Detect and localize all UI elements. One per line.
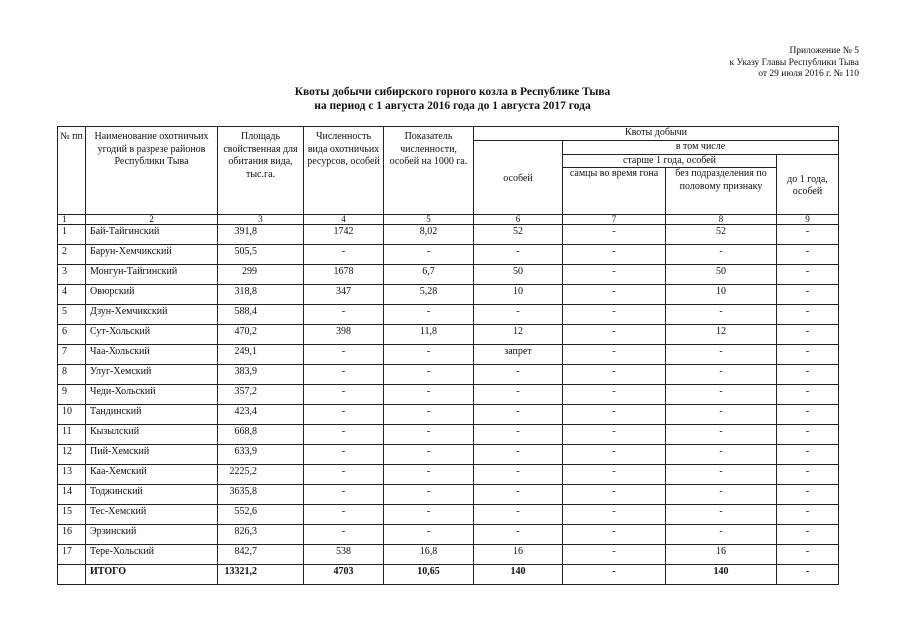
- area-value: 391,8: [218, 225, 304, 245]
- quota-value: -: [474, 305, 563, 325]
- quota-value: 12: [474, 325, 563, 345]
- table-row: [58, 345, 839, 365]
- table-row: [58, 225, 839, 245]
- total-males: -: [563, 565, 666, 585]
- young-quota-value: -: [777, 425, 839, 445]
- no-sex-quota-value: 50: [666, 265, 777, 285]
- density-value: -: [384, 445, 474, 465]
- no-sex-quota-value: -: [666, 305, 777, 325]
- district-name: Дзун-Хемчикский: [86, 305, 218, 325]
- population-value: -: [304, 305, 384, 325]
- quota-value: -: [474, 245, 563, 265]
- no-sex-quota-value: -: [666, 425, 777, 445]
- males-quota-value: -: [563, 525, 666, 545]
- quota-value: -: [474, 385, 563, 405]
- area-value: 423,4: [218, 405, 304, 425]
- population-value: 1742: [304, 225, 384, 245]
- quota-value: -: [474, 445, 563, 465]
- header-density: Показатель численности, особей на 1000 га.: [384, 127, 474, 215]
- area-value: 299: [218, 265, 304, 285]
- table-row: [58, 445, 839, 465]
- total-label: ИТОГО: [86, 565, 218, 585]
- young-quota-value: -: [777, 265, 839, 285]
- table-row: [58, 285, 839, 305]
- density-value: -: [384, 305, 474, 325]
- row-num: 9: [58, 385, 86, 405]
- area-value: 552,6: [218, 505, 304, 525]
- quota-value: -: [474, 505, 563, 525]
- young-quota-value: -: [777, 485, 839, 505]
- no-sex-quota-value: -: [666, 245, 777, 265]
- young-quota-value: -: [777, 245, 839, 265]
- appendix-note: [729, 46, 859, 81]
- males-quota-value: -: [563, 465, 666, 485]
- density-value: 5,28: [384, 285, 474, 305]
- population-value: -: [304, 465, 384, 485]
- quota-value: -: [474, 365, 563, 385]
- young-quota-value: -: [777, 345, 839, 365]
- males-quota-value: -: [563, 385, 666, 405]
- title-line: Квоты добычи сибирского горного козла в Республике Тыва: [294, 86, 611, 98]
- header-no-sex: без подразделения по половому признаку: [666, 168, 777, 215]
- no-sex-quota-value: -: [666, 485, 777, 505]
- young-quota-value: -: [777, 385, 839, 405]
- population-value: 538: [304, 545, 384, 565]
- district-name: Улуг-Хемский: [86, 365, 218, 385]
- density-value: 16,8: [384, 545, 474, 565]
- column-number: 8: [666, 215, 777, 225]
- quota-value: -: [474, 485, 563, 505]
- district-name: Кызылский: [86, 425, 218, 445]
- males-quota-value: -: [563, 305, 666, 325]
- header-quota-total: особей: [474, 141, 563, 215]
- population-value: -: [304, 365, 384, 385]
- males-quota-value: -: [563, 245, 666, 265]
- row-num: 15: [58, 505, 86, 525]
- area-value: 505,5: [218, 245, 304, 265]
- quota-value: -: [474, 465, 563, 485]
- district-name: Монгун-Тайгинский: [86, 265, 218, 285]
- row-num: 13: [58, 465, 86, 485]
- area-value: 633,9: [218, 445, 304, 465]
- total-population: 4703: [304, 565, 384, 585]
- header-young: до 1 года, особей: [777, 154, 839, 215]
- population-value: -: [304, 485, 384, 505]
- density-value: -: [384, 425, 474, 445]
- density-value: -: [384, 405, 474, 425]
- table-row: [58, 465, 839, 485]
- density-value: -: [384, 525, 474, 545]
- males-quota-value: -: [563, 265, 666, 285]
- no-sex-quota-value: 12: [666, 325, 777, 345]
- header-quotas: Квоты добычи: [474, 127, 839, 141]
- row-num: 8: [58, 365, 86, 385]
- population-value: 347: [304, 285, 384, 305]
- males-quota-value: -: [563, 425, 666, 445]
- column-number: 2: [86, 215, 218, 225]
- row-num: 3: [58, 265, 86, 285]
- males-quota-value: -: [563, 365, 666, 385]
- quota-value: -: [474, 405, 563, 425]
- young-quota-value: -: [777, 445, 839, 465]
- district-name: Овюрский: [86, 285, 218, 305]
- column-number: 1: [58, 215, 86, 225]
- quota-value: -: [474, 425, 563, 445]
- header-older: старше 1 года, особей: [563, 154, 777, 168]
- total-density: 10,65: [384, 565, 474, 585]
- density-value: 6,7: [384, 265, 474, 285]
- total-area: 13321,2: [218, 565, 304, 585]
- district-name: Чеди-Хольский: [86, 385, 218, 405]
- table-row: [58, 425, 839, 445]
- young-quota-value: -: [777, 365, 839, 385]
- row-num: 6: [58, 325, 86, 345]
- population-value: 398: [304, 325, 384, 345]
- header-name: Наименование охотничьих угодий в разрезе районов Республики Тыва: [86, 127, 218, 215]
- density-value: -: [384, 465, 474, 485]
- table-row: [58, 245, 839, 265]
- males-quota-value: -: [563, 505, 666, 525]
- appendix-line: Приложение № 5: [789, 46, 859, 56]
- row-num: 14: [58, 485, 86, 505]
- table-row: [58, 305, 839, 325]
- density-value: -: [384, 485, 474, 505]
- column-number: 4: [304, 215, 384, 225]
- area-value: 383,9: [218, 365, 304, 385]
- no-sex-quota-value: -: [666, 345, 777, 365]
- males-quota-value: -: [563, 285, 666, 305]
- row-num: 16: [58, 525, 86, 545]
- density-value: 11,8: [384, 325, 474, 345]
- area-value: 3635,8: [218, 485, 304, 505]
- table-row: [58, 385, 839, 405]
- row-num: 11: [58, 425, 86, 445]
- header-area: Площадь свойственная для обитания вида, тыс.га.: [218, 127, 304, 215]
- population-value: -: [304, 405, 384, 425]
- header-population: Численность вида охотничьих ресурсов, особей: [304, 127, 384, 215]
- district-name: Тес-Хемский: [86, 505, 218, 525]
- no-sex-quota-value: 52: [666, 225, 777, 245]
- table-row: [58, 325, 839, 345]
- column-number: 9: [777, 215, 839, 225]
- no-sex-quota-value: -: [666, 365, 777, 385]
- quota-value: 52: [474, 225, 563, 245]
- no-sex-quota-value: -: [666, 525, 777, 545]
- males-quota-value: -: [563, 485, 666, 505]
- population-value: -: [304, 345, 384, 365]
- header-including: в том числе: [563, 141, 839, 155]
- district-name: Тоджинский: [86, 485, 218, 505]
- males-quota-value: -: [563, 405, 666, 425]
- district-name: Тере-Хольский: [86, 545, 218, 565]
- no-sex-quota-value: -: [666, 405, 777, 425]
- area-value: 470,2: [218, 325, 304, 345]
- total-row: [58, 565, 839, 585]
- district-name: Эрзинский: [86, 525, 218, 545]
- population-value: -: [304, 425, 384, 445]
- header-males: самцы во время гона: [563, 168, 666, 215]
- area-value: 842,7: [218, 545, 304, 565]
- population-value: -: [304, 445, 384, 465]
- males-quota-value: -: [563, 225, 666, 245]
- no-sex-quota-value: -: [666, 445, 777, 465]
- document-title: [0, 86, 905, 113]
- district-name: Бай-Тайгинский: [86, 225, 218, 245]
- row-num: 2: [58, 245, 86, 265]
- row-num: 17: [58, 545, 86, 565]
- no-sex-quota-value: 10: [666, 285, 777, 305]
- table-row: [58, 485, 839, 505]
- young-quota-value: -: [777, 405, 839, 425]
- area-value: 318,8: [218, 285, 304, 305]
- density-value: -: [384, 365, 474, 385]
- young-quota-value: -: [777, 325, 839, 345]
- no-sex-quota-value: 16: [666, 545, 777, 565]
- table-row: [58, 365, 839, 385]
- quota-value: запрет: [474, 345, 563, 365]
- area-value: 588,4: [218, 305, 304, 325]
- row-num: 7: [58, 345, 86, 365]
- males-quota-value: -: [563, 545, 666, 565]
- quota-value: 10: [474, 285, 563, 305]
- males-quota-value: -: [563, 445, 666, 465]
- population-value: -: [304, 385, 384, 405]
- district-name: Тандинский: [86, 405, 218, 425]
- column-number: 6: [474, 215, 563, 225]
- quota-value: -: [474, 525, 563, 545]
- table-row: [58, 265, 839, 285]
- population-value: -: [304, 245, 384, 265]
- appendix-line: к Указу Главы Республики Тыва: [729, 57, 859, 68]
- population-value: 1678: [304, 265, 384, 285]
- table-row: [58, 505, 839, 525]
- total-num: [58, 565, 86, 585]
- header-num: № пп: [58, 127, 86, 215]
- population-value: -: [304, 505, 384, 525]
- no-sex-quota-value: -: [666, 465, 777, 485]
- area-value: 357,2: [218, 385, 304, 405]
- column-number: 3: [218, 215, 304, 225]
- males-quota-value: -: [563, 345, 666, 365]
- district-name: Барун-Хемчикский: [86, 245, 218, 265]
- no-sex-quota-value: -: [666, 385, 777, 405]
- table-row: [58, 405, 839, 425]
- table-row: [58, 545, 839, 565]
- district-name: Чаа-Хольский: [86, 345, 218, 365]
- young-quota-value: -: [777, 285, 839, 305]
- young-quota-value: -: [777, 305, 839, 325]
- young-quota-value: -: [777, 525, 839, 545]
- row-num: 12: [58, 445, 86, 465]
- young-quota-value: -: [777, 545, 839, 565]
- row-num: 10: [58, 405, 86, 425]
- density-value: 8,02: [384, 225, 474, 245]
- area-value: 826,3: [218, 525, 304, 545]
- column-number: 7: [563, 215, 666, 225]
- young-quota-value: -: [777, 505, 839, 525]
- total-young: -: [777, 565, 839, 585]
- total-no-sex: 140: [666, 565, 777, 585]
- density-value: -: [384, 345, 474, 365]
- district-name: Пий-Хемский: [86, 445, 218, 465]
- quota-table: [57, 126, 839, 585]
- area-value: 2225,2: [218, 465, 304, 485]
- district-name: Сут-Хольский: [86, 325, 218, 345]
- males-quota-value: -: [563, 325, 666, 345]
- population-value: -: [304, 525, 384, 545]
- row-num: 4: [58, 285, 86, 305]
- row-num: 1: [58, 225, 86, 245]
- row-num: 5: [58, 305, 86, 325]
- young-quota-value: -: [777, 465, 839, 485]
- area-value: 249,1: [218, 345, 304, 365]
- appendix-line: от 29 июля 2016 г. № 110: [758, 69, 859, 79]
- young-quota-value: -: [777, 225, 839, 245]
- column-numbers-row: [58, 215, 839, 225]
- column-number: 5: [384, 215, 474, 225]
- quota-value: 16: [474, 545, 563, 565]
- title-line: на период с 1 августа 2016 года до 1 августа 2017 года: [314, 99, 591, 112]
- quota-value: 50: [474, 265, 563, 285]
- density-value: -: [384, 505, 474, 525]
- table-row: [58, 525, 839, 545]
- density-value: -: [384, 385, 474, 405]
- no-sex-quota-value: -: [666, 505, 777, 525]
- total-quota: 140: [474, 565, 563, 585]
- density-value: -: [384, 245, 474, 265]
- area-value: 668,8: [218, 425, 304, 445]
- district-name: Каа-Хемский: [86, 465, 218, 485]
